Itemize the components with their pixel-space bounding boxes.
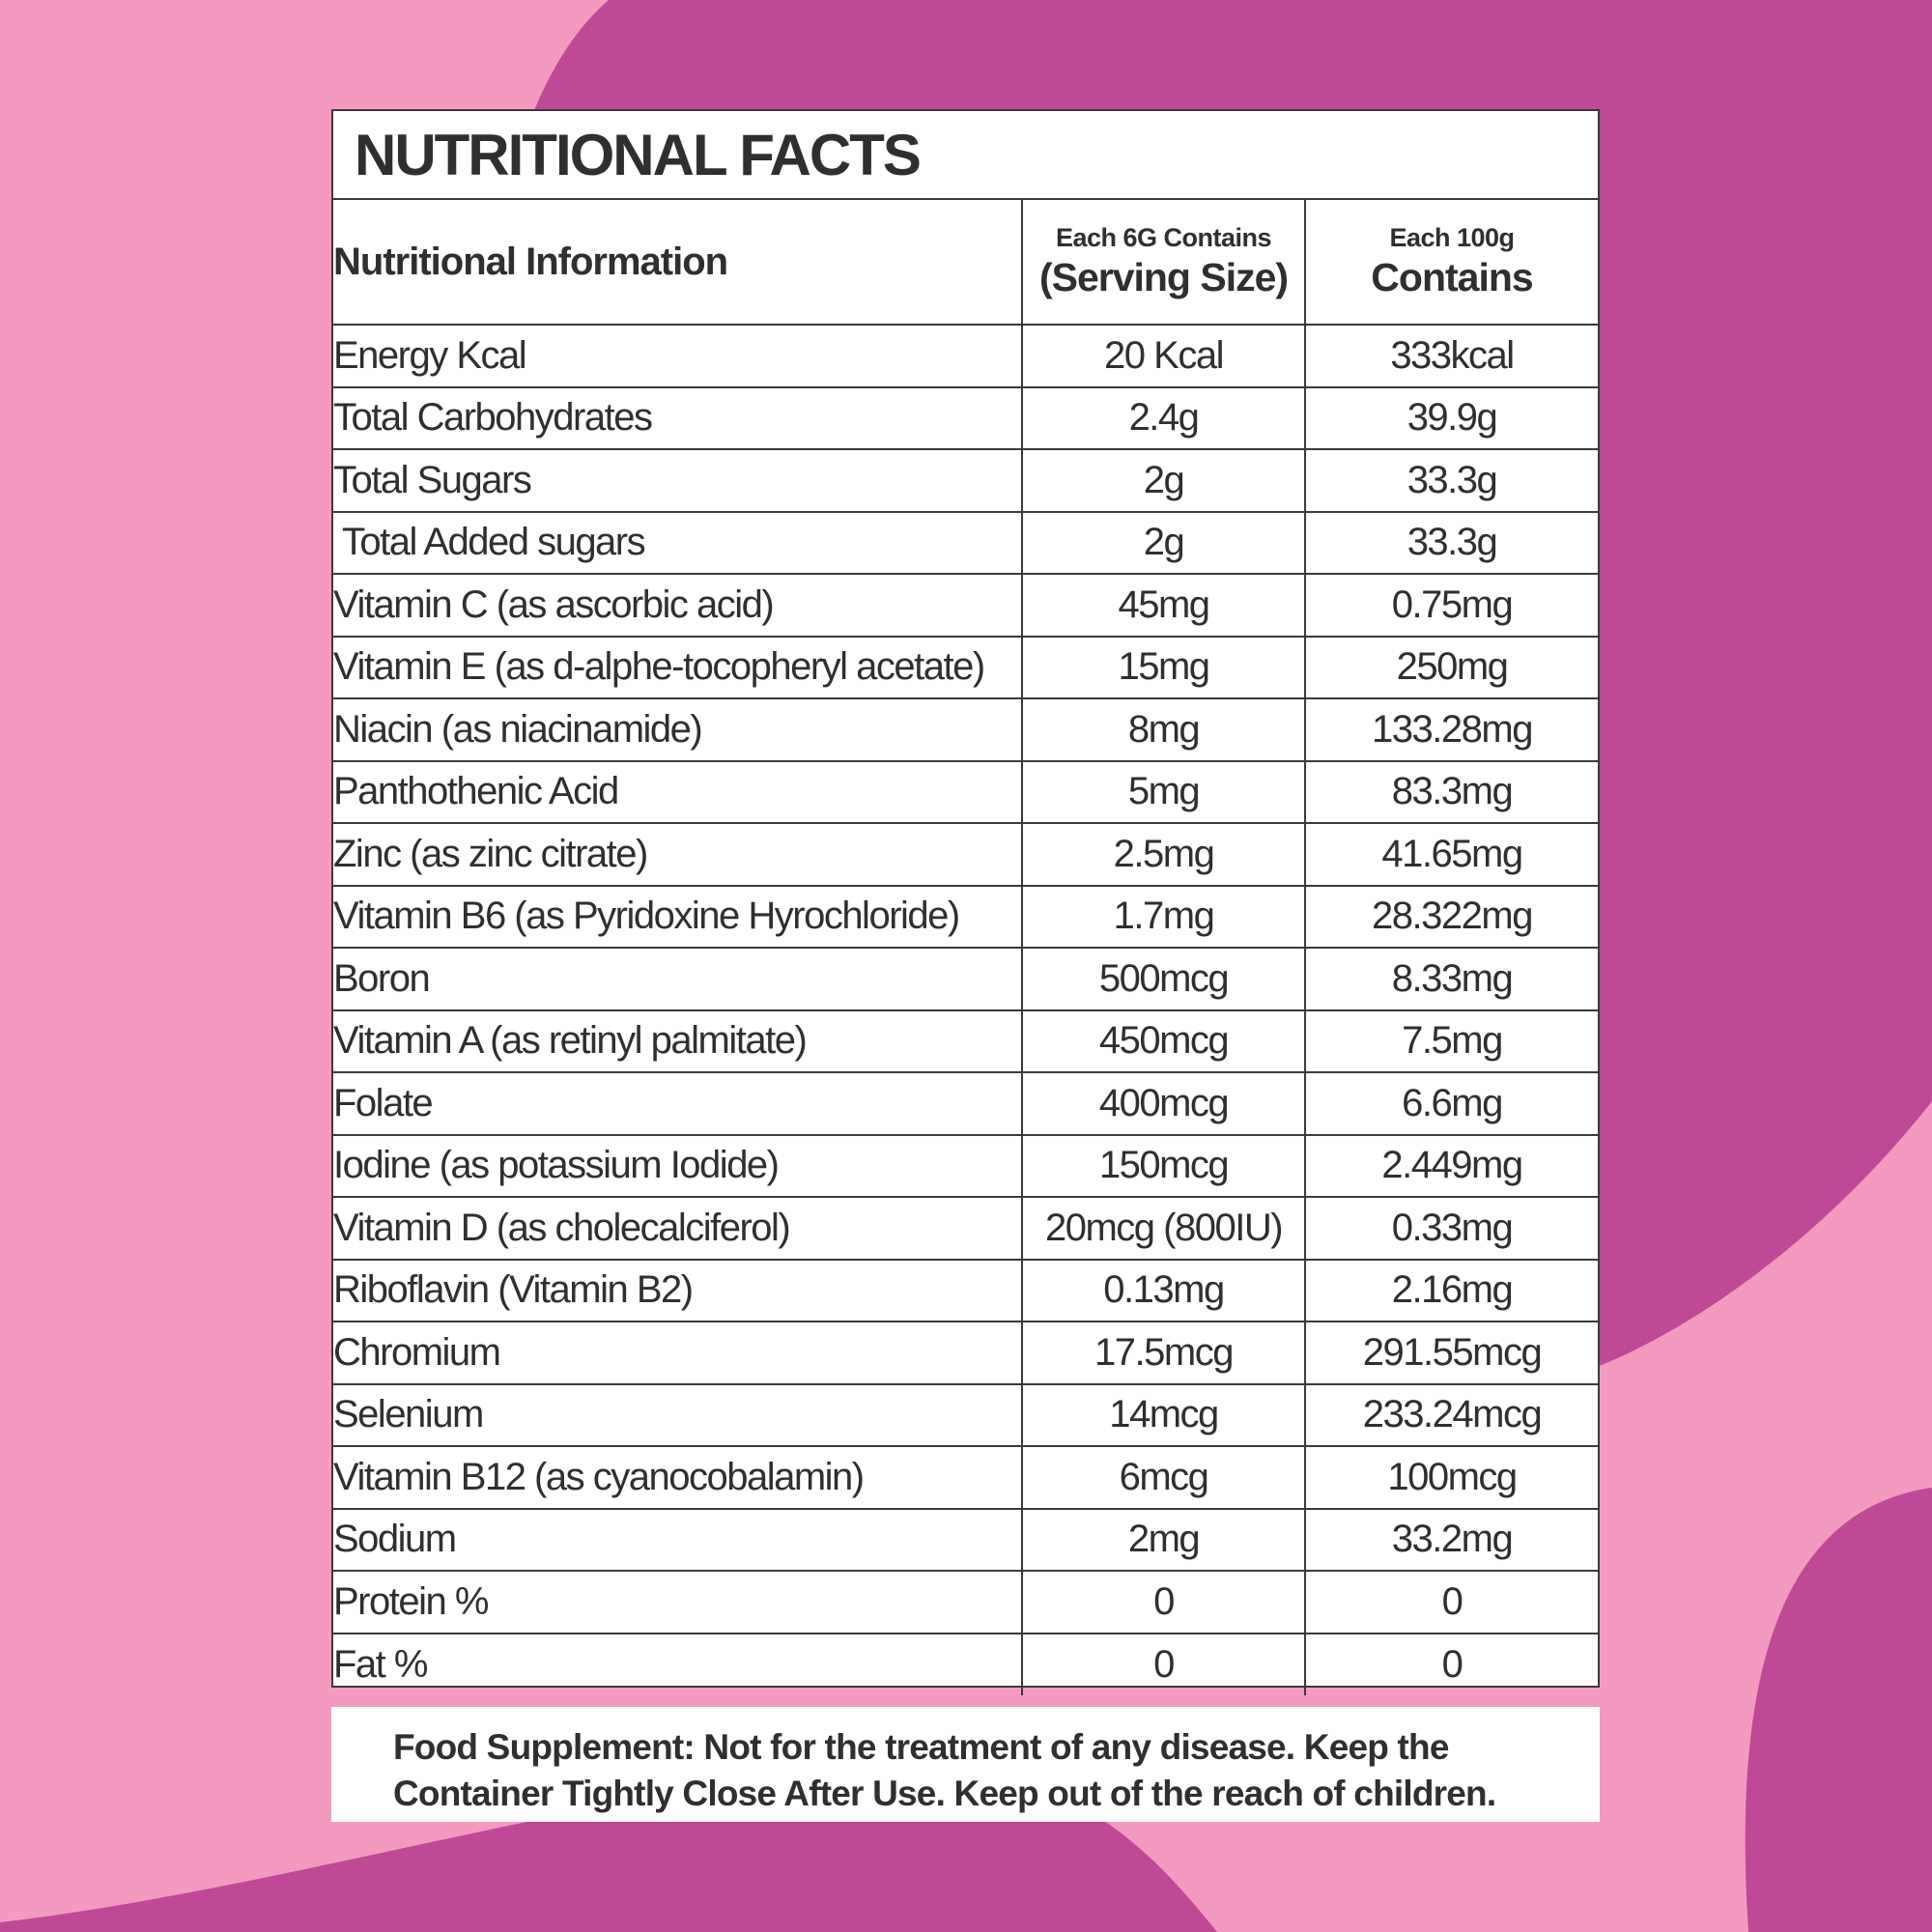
nutrient-name: Vitamin B12 (as cyanocobalamin) — [333, 1446, 1022, 1509]
table-row — [333, 1321, 1598, 1384]
table-row — [333, 387, 1598, 450]
per100g-value: 2.449mg — [1305, 1135, 1598, 1198]
note-line-1: Food Supplement: Not for the treatment of any disease. Keep the — [393, 1727, 1449, 1767]
per100g-value: 33.2mg — [1305, 1509, 1598, 1572]
nutrient-name: Vitamin A (as retinyl palmitate) — [333, 1010, 1022, 1073]
table-row — [333, 1571, 1598, 1634]
per100g-value: 333kcal — [1305, 325, 1598, 387]
header-per-100g — [1305, 200, 1598, 325]
per100g-value: 0.75mg — [1305, 574, 1598, 637]
serving-value: 0 — [1022, 1634, 1305, 1696]
serving-value: 500mcg — [1022, 948, 1305, 1010]
nutrient-name: Total Sugars — [333, 449, 1022, 512]
serving-value: 450mcg — [1022, 1010, 1305, 1073]
page-title: NUTRITIONAL FACTS — [355, 122, 920, 187]
nutrient-name: Niacin (as niacinamide) — [333, 698, 1022, 761]
nutrition-facts-panel — [331, 109, 1600, 1688]
table-row — [333, 698, 1598, 761]
header-per100-big: Contains — [1371, 255, 1533, 299]
table-row — [333, 449, 1598, 512]
per100g-value: 0 — [1441, 1642, 1463, 1686]
serving-value: 1.7mg — [1022, 886, 1305, 949]
serving-value: 20mcg (800IU) — [1022, 1197, 1305, 1260]
nutrient-name: Folate — [333, 1072, 1022, 1135]
note-line-2: Container Tightly Close After Use. Keep out of the reach of children. — [393, 1774, 1496, 1813]
per100g-value: 233.24mcg — [1305, 1384, 1598, 1447]
serving-value: 14mcg — [1022, 1384, 1305, 1447]
table-row — [333, 1072, 1598, 1135]
nutrient-name: Vitamin E (as d-alphe-tocopheryl acetate) — [333, 637, 1022, 699]
serving-value: 5mg — [1022, 761, 1305, 824]
serving-value: 400mcg — [1022, 1072, 1305, 1135]
serving-value: 2g — [1022, 449, 1305, 512]
per100g-value: 6.6mg — [1305, 1072, 1598, 1135]
per100g-value: 8.33mg — [1305, 948, 1598, 1010]
table-row — [333, 1446, 1598, 1509]
nutrient-name: Fat % — [333, 1634, 1022, 1696]
table-row — [333, 1197, 1598, 1260]
serving-value: 20 Kcal — [1022, 325, 1305, 387]
table-row — [333, 886, 1598, 949]
serving-value: 2mg — [1022, 1509, 1305, 1572]
nutrient-name: Zinc (as zinc citrate) — [333, 823, 1022, 886]
per100g-value: 0.33mg — [1305, 1197, 1598, 1260]
serving-value: 6mcg — [1022, 1446, 1305, 1509]
header-serving-small: Each 6G Contains — [1055, 223, 1272, 252]
nutrient-name: Riboflavin (Vitamin B2) — [333, 1260, 1022, 1322]
nutrient-name: Selenium — [333, 1384, 1022, 1447]
per100g-value: 7.5mg — [1305, 1010, 1598, 1073]
per100g-value: 33.3g — [1305, 449, 1598, 512]
header-per100-small: Each 100g — [1389, 223, 1515, 252]
table-row — [333, 1634, 1598, 1696]
serving-value: 150mcg — [1022, 1135, 1305, 1198]
per100g-value: 100mcg — [1305, 1446, 1598, 1509]
nutrient-name: Boron — [333, 948, 1022, 1010]
nutrient-name: Iodine (as potassium Iodide) — [333, 1135, 1022, 1198]
nutrient-name: Total Added sugars — [333, 512, 1022, 575]
table-header-row — [333, 200, 1598, 325]
table-row — [333, 574, 1598, 637]
per100g-value: 33.3g — [1305, 512, 1598, 575]
per100g-value: 28.322mg — [1305, 886, 1598, 949]
table-row — [333, 1135, 1598, 1198]
per100g-value: 39.9g — [1305, 387, 1598, 450]
per100g-value: 2.16mg — [1305, 1260, 1598, 1322]
header-serving-big: (Serving Size) — [1038, 255, 1289, 299]
table-row — [333, 948, 1598, 1010]
table-row — [333, 823, 1598, 886]
per100g-value: 250mg — [1305, 637, 1598, 699]
nutrient-name: Chromium — [333, 1321, 1022, 1384]
serving-value: 15mg — [1022, 637, 1305, 699]
table-row — [333, 1260, 1598, 1322]
nutrient-name: Panthothenic Acid — [333, 761, 1022, 824]
supplement-note — [331, 1707, 1600, 1822]
nutrient-name: Vitamin D (as cholecalciferol) — [333, 1197, 1022, 1260]
serving-value: 45mg — [1022, 574, 1305, 637]
per100g-value: 133.28mg — [1305, 698, 1598, 761]
serving-value: 8mg — [1022, 698, 1305, 761]
table-row — [333, 512, 1598, 575]
nutrient-name: Vitamin C (as ascorbic acid) — [333, 574, 1022, 637]
table-row — [333, 1509, 1598, 1572]
serving-value: 17.5mcg — [1022, 1321, 1305, 1384]
header-serving-size — [1022, 200, 1305, 325]
per100g-value: 291.55mcg — [1305, 1321, 1598, 1384]
nutrient-name: Vitamin B6 (as Pyridoxine Hyrochloride) — [333, 886, 1022, 949]
table-row — [333, 1010, 1598, 1073]
nutrient-name: Sodium — [333, 1509, 1022, 1572]
per100g-value: 0 — [1305, 1571, 1598, 1634]
serving-value: 2.5mg — [1022, 823, 1305, 886]
table-row — [333, 325, 1598, 387]
serving-value: 2g — [1022, 512, 1305, 575]
background-blob-bottom-right — [1746, 1488, 1932, 1932]
per100g-value: 41.65mg — [1305, 823, 1598, 886]
table-body — [333, 325, 1598, 1695]
nutrient-name: Protein % — [333, 1571, 1022, 1634]
nutrition-table — [333, 200, 1598, 1695]
nutrient-name: Energy Kcal — [333, 325, 1022, 387]
serving-value: 0.13mg — [1022, 1260, 1305, 1322]
per100g-value: 83.3mg — [1305, 761, 1598, 824]
table-row — [333, 637, 1598, 699]
table-row — [333, 1384, 1598, 1447]
table-row — [333, 761, 1598, 824]
nutrient-name: Total Carbohydrates — [333, 387, 1022, 450]
serving-value: 0 — [1022, 1571, 1305, 1634]
title-row — [333, 111, 1598, 200]
header-nutritional-information: Nutritional Information — [333, 200, 1022, 325]
serving-value: 2.4g — [1022, 387, 1305, 450]
